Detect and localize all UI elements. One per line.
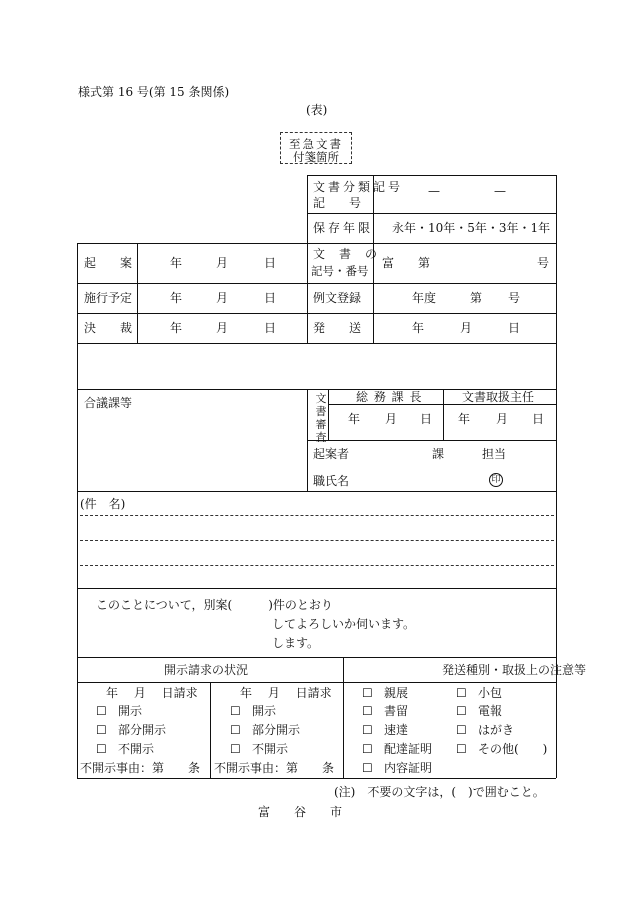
disclosure-request-date-2: 年 月 日請求 xyxy=(240,686,332,700)
footer-note: (注) 不要の文字は，( )で囲むこと。 xyxy=(334,785,545,799)
disclose-label-1: 開示 xyxy=(118,704,143,718)
checkbox[interactable]: ☐ xyxy=(362,761,373,775)
dhc-day: 日 xyxy=(532,412,545,426)
shipping-item-other: その他( ) xyxy=(478,742,548,756)
rule xyxy=(77,778,556,779)
checkbox[interactable]: ☐ xyxy=(456,704,467,718)
council-label: 合議課等 xyxy=(84,396,133,410)
doc-number-label-2: 記号・番号 xyxy=(311,264,369,278)
decision-month: 月 xyxy=(216,321,229,335)
rule xyxy=(307,243,308,343)
checkbox[interactable]: ☐ xyxy=(230,742,241,756)
name-label: 職氏名 xyxy=(313,474,350,488)
rule xyxy=(328,389,329,440)
checkbox[interactable]: ☐ xyxy=(362,723,373,737)
rule xyxy=(77,343,556,344)
shipping-item-parcel: 小包 xyxy=(478,686,503,700)
rule xyxy=(307,175,556,176)
checkbox[interactable]: ☐ xyxy=(96,704,107,718)
subject-label: (件 名) xyxy=(80,497,126,511)
send-month: 月 xyxy=(460,321,473,335)
shipping-item-delivery-proof: 配達証明 xyxy=(384,742,433,756)
rule xyxy=(77,682,556,683)
rule xyxy=(556,175,557,778)
shipping-item-express: 速達 xyxy=(384,723,409,737)
decision-label: 決 裁 xyxy=(84,321,133,335)
rule xyxy=(77,243,556,244)
rule xyxy=(137,243,138,343)
footer-city: 富 谷 市 xyxy=(258,805,343,819)
shipping-item-telegram: 電報 xyxy=(478,704,503,718)
drafter-label: 起案者 xyxy=(313,447,350,461)
checkbox[interactable]: ☐ xyxy=(456,686,467,700)
decision-day: 日 xyxy=(264,321,277,335)
shipping-title: 発送種別・取扱上の注意等 xyxy=(442,663,587,677)
rule xyxy=(343,657,344,778)
decision-year: 年 xyxy=(170,321,183,335)
checkbox[interactable]: ☐ xyxy=(362,686,373,700)
partial-label-2: 部分開示 xyxy=(252,723,301,737)
example-go: 号 xyxy=(508,291,521,305)
form-number: 様式第 16 号(第 15 条関係) xyxy=(78,85,230,99)
subject-line xyxy=(80,540,554,541)
gac-year: 年 xyxy=(348,412,361,426)
shipping-item-registered: 書留 xyxy=(384,704,409,718)
classification-value-right: — xyxy=(494,184,506,198)
doc-number-prefix: 富 xyxy=(382,256,395,270)
classification-label-cont: 記 号 xyxy=(313,196,362,210)
rule xyxy=(307,213,556,214)
retention-value: 永年・10年・5年・3年・1年 xyxy=(392,221,551,235)
retention-label: 保存年限 xyxy=(313,221,374,235)
send-label: 発 送 xyxy=(313,321,362,335)
doc-number-suffix: 号 xyxy=(537,256,550,270)
rule xyxy=(77,283,556,284)
non-disclose-label-1: 不開示 xyxy=(118,742,155,756)
send-year: 年 xyxy=(412,321,425,335)
classification-label: 文書分類記号 xyxy=(313,180,404,194)
shipping-item-confidential: 親展 xyxy=(384,686,409,700)
rule xyxy=(77,491,556,492)
non-disclose-label-2: 不開示 xyxy=(252,742,289,756)
checkbox[interactable]: ☐ xyxy=(96,742,107,756)
review-vertical-label: 文書審査 xyxy=(315,392,327,444)
checkbox[interactable]: ☐ xyxy=(456,723,467,737)
seal-mark: 印 xyxy=(489,473,503,487)
reason-label-1: 不開示事由：第 条 xyxy=(80,761,201,775)
proposal-line3: します。 xyxy=(272,636,320,650)
partial-label-1: 部分開示 xyxy=(118,723,167,737)
example-no: 第 xyxy=(470,291,483,305)
section-label: 課 xyxy=(432,447,445,461)
checkbox[interactable]: ☐ xyxy=(362,742,373,756)
rule xyxy=(307,175,308,243)
enforcement-label: 施行予定 xyxy=(84,291,133,305)
rule xyxy=(307,440,556,441)
rule xyxy=(328,404,556,405)
classification-value-left: — xyxy=(428,184,440,198)
draft-year: 年 xyxy=(170,256,183,270)
doc-handling-chief: 文書取扱主任 xyxy=(462,390,535,404)
urgent-tag-area xyxy=(280,132,352,164)
subject-line xyxy=(80,565,554,566)
disclosure-request-date-1: 年 月 日請求 xyxy=(106,686,198,700)
urgent-tag-line2: 付箋箇所 xyxy=(293,150,339,164)
subject-line xyxy=(80,515,554,516)
rule xyxy=(77,657,556,658)
example-label: 例文登録 xyxy=(313,291,362,305)
checkbox[interactable]: ☐ xyxy=(362,704,373,718)
checkbox[interactable]: ☐ xyxy=(230,723,241,737)
enforcement-year: 年 xyxy=(170,291,183,305)
checkbox[interactable]: ☐ xyxy=(96,723,107,737)
doc-number-label-1: 文 書 の xyxy=(313,247,379,261)
draft-month: 月 xyxy=(216,256,229,270)
rule xyxy=(77,588,556,589)
send-day: 日 xyxy=(508,321,521,335)
disclose-label-2: 開示 xyxy=(252,704,277,718)
rule xyxy=(77,313,556,314)
checkbox[interactable]: ☐ xyxy=(230,704,241,718)
dhc-year: 年 xyxy=(458,412,471,426)
checkbox[interactable]: ☐ xyxy=(456,742,467,756)
disclosure-title: 開示請求の状況 xyxy=(164,663,249,677)
urgent-tag-line1: 至急文書 xyxy=(289,137,343,151)
gac-day: 日 xyxy=(420,412,433,426)
reason-label-2: 不開示事由：第 条 xyxy=(214,761,335,775)
dhc-month: 月 xyxy=(496,412,509,426)
rule xyxy=(307,389,308,491)
enforcement-day: 日 xyxy=(264,291,277,305)
rule xyxy=(210,682,211,778)
shipping-item-content-proof: 内容証明 xyxy=(384,761,433,775)
rule xyxy=(77,243,78,778)
in-charge-label: 担当 xyxy=(482,447,507,461)
draft-label: 起 案 xyxy=(84,256,133,270)
general-affairs-chief: 総 務 課 長 xyxy=(356,390,423,404)
rule xyxy=(443,389,444,440)
draft-day: 日 xyxy=(264,256,277,270)
enforcement-month: 月 xyxy=(216,291,229,305)
side-label: (表) xyxy=(306,103,328,117)
shipping-item-postcard: はがき xyxy=(478,723,515,737)
example-year: 年度 xyxy=(412,291,437,305)
gac-month: 月 xyxy=(385,412,398,426)
proposal-line1: このことについて，別案( )件のとおり xyxy=(96,598,333,612)
proposal-line2: してよろしいか伺います。 xyxy=(272,617,416,631)
doc-number-mid: 第 xyxy=(418,256,431,270)
